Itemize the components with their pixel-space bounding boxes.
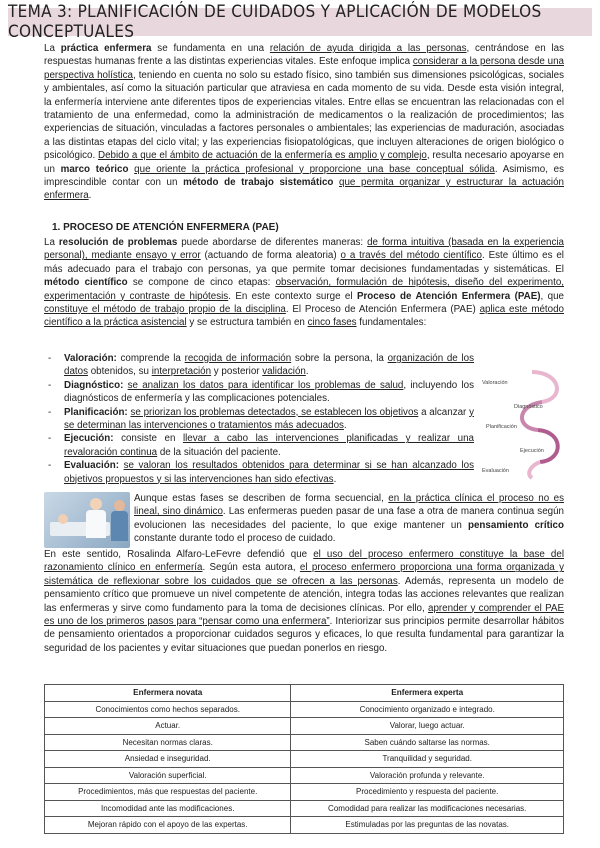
text-run: constante durante todo el proceso de cuidado. bbox=[134, 533, 336, 545]
underlined-text: y se determinan las intervenciones o tratamientos más adecuados bbox=[64, 406, 474, 432]
table-cell: Estimuladas por las preguntas de las novatas. bbox=[291, 817, 564, 834]
underlined-text: de forma intuitiva (basada en la experiencia personal), mediante ensayo y error bbox=[44, 237, 564, 262]
underlined-text: el proceso enfermero proporciona una forma organizada y sistemática de reflexionar sobre los cuidados que se ofrecen a las personas bbox=[44, 562, 564, 587]
text-run: La bbox=[44, 237, 59, 248]
list-dash: - bbox=[48, 379, 52, 391]
underlined-text: que permita organizar y estructurar la actuación enfermera bbox=[44, 177, 564, 202]
text-run: , centrándose en las respuestas humanas frente a las distintas experiencias vitales. Este enfoque implica bbox=[44, 43, 564, 68]
underlined-text: aplica este método científico a la práctica asistencial bbox=[44, 304, 565, 329]
table-row bbox=[45, 767, 564, 784]
list-item bbox=[44, 459, 474, 486]
table-row bbox=[45, 784, 564, 801]
column-header: Enfermera novata bbox=[45, 685, 291, 702]
text-run: . Asimismo, es imprescindible contar con un bbox=[44, 163, 564, 189]
text-run: puede abordarse de diferentes maneras: bbox=[177, 237, 368, 248]
text-run: de la situación del paciente. bbox=[157, 446, 281, 458]
nurse-head bbox=[114, 500, 125, 511]
list-dash: - bbox=[48, 433, 52, 445]
diagram-label-valoracion: Valoración bbox=[482, 380, 508, 386]
text-run: se fundamenta en una bbox=[151, 43, 270, 54]
text-run: . Interiorizar sus principios permite desarrollar hábitos de pensamiento orientados a proporcionar cuidados seguros y eficaces, lo que resulta fundamental para garantizar la seguridad de los pacientes y evitar situaciones que puedan ponerlos en riesgo. bbox=[44, 616, 564, 654]
table-header-row bbox=[45, 685, 564, 702]
underlined-text: el uso del proceso enfermero constituye la base del razonamiento clínico en enfermería bbox=[44, 549, 564, 574]
bold-term: resolución de problemas bbox=[58, 237, 178, 248]
text-run: . Las enfermeras pueden pasar de una fase a otra de manera continua según evolucionen las necesidades del paciente, lo que exige mantener un bbox=[134, 506, 564, 531]
table-cell: Procedimiento y respuesta del paciente. bbox=[291, 784, 564, 801]
underlined-text: se analizan los datos para identificar los problemas de salud bbox=[127, 379, 404, 391]
table-cell: Incomodidad ante las modificaciones. bbox=[45, 800, 291, 817]
underlined-text: o a través del método científico bbox=[340, 250, 482, 262]
alfaro-paragraph bbox=[44, 548, 564, 655]
text-run: (actuando de forma aleatoria) bbox=[200, 250, 341, 262]
text-run: comprende la bbox=[116, 353, 185, 364]
text-run: consiste en bbox=[113, 433, 183, 445]
diagram-label-planificacion: Planificación bbox=[486, 424, 517, 430]
list-item bbox=[44, 432, 474, 459]
column-header: Enfermera experta bbox=[291, 685, 564, 702]
underlined-text: Debido a que el ámbito de actuación de la enfermería es amplio y complejo bbox=[98, 150, 427, 162]
title-banner bbox=[8, 2, 592, 42]
underlined-text: cinco fases bbox=[307, 317, 357, 329]
underlined-text: considerar a la persona desde una perspectiva holística bbox=[44, 56, 564, 81]
table-cell: Necesitan normas claras. bbox=[45, 734, 291, 751]
text-run: . bbox=[88, 190, 92, 202]
underlined-text: constituye el método de trabajo propio de la disciplina bbox=[44, 304, 286, 316]
text-run: obtenidos, su bbox=[87, 366, 152, 378]
text-run: , que bbox=[540, 290, 565, 302]
table-row bbox=[45, 718, 564, 735]
underlined-text: interpretación bbox=[151, 366, 212, 378]
table-cell: Comodidad para realizar las modificaciones necesarias. bbox=[291, 800, 564, 817]
text-run: . bbox=[343, 420, 347, 432]
table-cell: Procedimientos, más que respuestas del paciente. bbox=[45, 784, 291, 801]
phase-name: Evaluación: bbox=[64, 460, 119, 472]
phase-name: Valoración: bbox=[64, 353, 117, 364]
bold-term: pensamiento crítico bbox=[468, 519, 564, 531]
patient-head bbox=[58, 514, 68, 524]
nurses-photo bbox=[44, 492, 130, 548]
text-run: . En este contexto surge el bbox=[228, 290, 357, 302]
table-cell: Valorar, luego actuar. bbox=[291, 718, 564, 735]
underlined-text: validación bbox=[262, 366, 306, 378]
underlined-text: organización de los datos bbox=[64, 353, 474, 378]
table-cell: Ansiedad e inseguridad. bbox=[45, 751, 291, 768]
table-row bbox=[45, 817, 564, 834]
text-run: a alcanzar bbox=[418, 406, 470, 418]
bold-term: marco teórico bbox=[60, 163, 129, 175]
bold-term: Proceso de Atención Enfermera (PAE) bbox=[356, 290, 541, 302]
table-row bbox=[45, 751, 564, 768]
text-run: . El Proceso de Atención Enfermera (PAE) bbox=[285, 304, 480, 316]
table-cell: Actuar. bbox=[45, 718, 291, 735]
underlined-text: se priorizan los problemas detectados, se establecen los objetivos bbox=[130, 406, 419, 418]
underlined-text: que oriente la práctica profesional y proporcione una base conceptual sólida bbox=[134, 163, 495, 175]
pae-paragraph bbox=[44, 236, 564, 330]
text-run: La bbox=[44, 43, 61, 54]
cycle-arc bbox=[538, 430, 558, 462]
text-run: En este sentido, Rosalinda Alfaro-LeFevre defendió que bbox=[44, 549, 314, 560]
text-run: y posterior bbox=[211, 366, 263, 378]
cycle-arc bbox=[529, 462, 540, 478]
diagram-label-ejecucion: Ejecución bbox=[520, 448, 544, 454]
list-item bbox=[44, 406, 474, 433]
pae-cycle-diagram bbox=[480, 368, 572, 480]
text-run: . bbox=[305, 366, 309, 378]
text-run: se compone de cinco etapas: bbox=[127, 277, 276, 289]
text-run: Aunque estas fases se describen de forma secuencial, bbox=[134, 493, 389, 504]
text-run: , resulta necesario apoyarse en un bbox=[44, 150, 564, 175]
text-run: fundamentales: bbox=[356, 317, 427, 329]
table-cell: Conocimiento organizado e integrado. bbox=[291, 701, 564, 718]
novice-expert-table bbox=[44, 684, 564, 834]
table-cell: Tranquilidad y seguridad. bbox=[291, 751, 564, 768]
page-title: TEMA 3: PLANIFICACIÓN DE CUIDADOS Y APLICACIÓN DE MODELOS CONCEPTUALES bbox=[8, 2, 542, 42]
table-cell: Conocimientos como hechos separados. bbox=[45, 701, 291, 718]
text-run: sobre la persona, la bbox=[291, 353, 388, 364]
text-run: , teniendo en cuenta no solo su estado físico, sino también sus dimensiones psicológicas, sociales y ambientales, así como la situación particular que atraviesa en cada momento de su vida. Desde esta visión integral, la enfermería interviene ante diferentes tipos de experiencias vitales. Entre ellas se encuentran las relacionadas con el tratamiento de una enfermedad, como la administración de medicamentos o la realización de procedimientos; las experiencias de situación, vinculadas a factores personales o ambientales; las experiencias de maduración, asociadas a las distintas etapas del ciclo vital; y las experiencias fisiopatológicas, que incluyen alteraciones de origen biológico o psicológico. bbox=[44, 69, 564, 162]
section-heading: 1. PROCESO DE ATENCIÓN ENFERMERA (PAE) bbox=[52, 222, 279, 233]
table-row bbox=[45, 734, 564, 751]
list-dash: - bbox=[48, 460, 52, 472]
nurse-head bbox=[90, 498, 102, 510]
underlined-text: llevar a cabo las intervenciones planificadas y realizar una revaloración continua bbox=[64, 433, 474, 458]
text-run: . Además, representa un modelo de pensamiento crítico que promueve un nivel competente de atención, integra todas las acciones relevantes que realizan las enfermeras y sirve como fundamento para la toma de decisiones clínicas. Por ello, bbox=[44, 575, 564, 614]
table-cell: Saben cuándo saltarse las normas. bbox=[291, 734, 564, 751]
phase-name: Planificación: bbox=[64, 406, 128, 418]
underlined-text: relación de ayuda dirigida a las personas bbox=[269, 43, 467, 54]
phase-name: Ejecución: bbox=[64, 433, 114, 445]
list-dash: - bbox=[48, 406, 52, 418]
bold-term: método científico bbox=[44, 277, 128, 289]
table-cell: Mejoran rápido con el apoyo de las expertas. bbox=[45, 817, 291, 834]
text-run: . Según esta autora, bbox=[202, 562, 300, 574]
text-run: , incluyendo los diagnósticos de enfermería y las complicaciones potenciales. bbox=[64, 379, 474, 405]
text-run: . bbox=[333, 473, 337, 485]
underlined-text: recogida de información bbox=[184, 353, 292, 364]
bold-term: método de trabajo sistemático bbox=[183, 177, 334, 189]
underlined-text: en la práctica clínica el proceso no es lineal, sino dinámico bbox=[134, 493, 564, 518]
text-run: . Este último es el más adecuado para el trabajo con personas, ya que permite tomar decisiones fundamentadas y sistemáticas. El bbox=[44, 250, 564, 275]
list-dash: - bbox=[48, 353, 52, 364]
underlined-text: se valoran los resultados obtenidos para determinar si se han alcanzado los objetivos propuestos y si las intervenciones han sido efectivas bbox=[64, 460, 474, 485]
bold-term: práctica enfermera bbox=[60, 43, 152, 54]
table-row bbox=[45, 800, 564, 817]
list-item bbox=[44, 379, 474, 406]
table-cell: Valoración profunda y relevante. bbox=[291, 767, 564, 784]
underlined-text: observación, formulación de hipótesis, diseño del experimento, experimentación y contraste de hipótesis bbox=[44, 277, 564, 302]
cycle-arc bbox=[532, 372, 557, 402]
nurse-body bbox=[111, 511, 128, 541]
table-row bbox=[45, 701, 564, 718]
nurse-body bbox=[86, 510, 106, 538]
diagram-label-evaluacion: Evaluación bbox=[482, 468, 509, 474]
text-run: y se estructura también en bbox=[186, 317, 308, 329]
list-item bbox=[44, 352, 474, 379]
dynamic-process-paragraph bbox=[134, 492, 564, 546]
phase-name: Diagnóstico: bbox=[64, 379, 124, 391]
diagram-label-diagnostico: Diagnóstico bbox=[514, 404, 543, 410]
underlined-text: aprender y comprender el PAE es uno de los primeros pasos para “pensar como una enfermera” bbox=[44, 602, 565, 628]
phases-list bbox=[44, 352, 474, 486]
intro-paragraph bbox=[44, 42, 564, 203]
table-cell: Valoración superficial. bbox=[45, 767, 291, 784]
